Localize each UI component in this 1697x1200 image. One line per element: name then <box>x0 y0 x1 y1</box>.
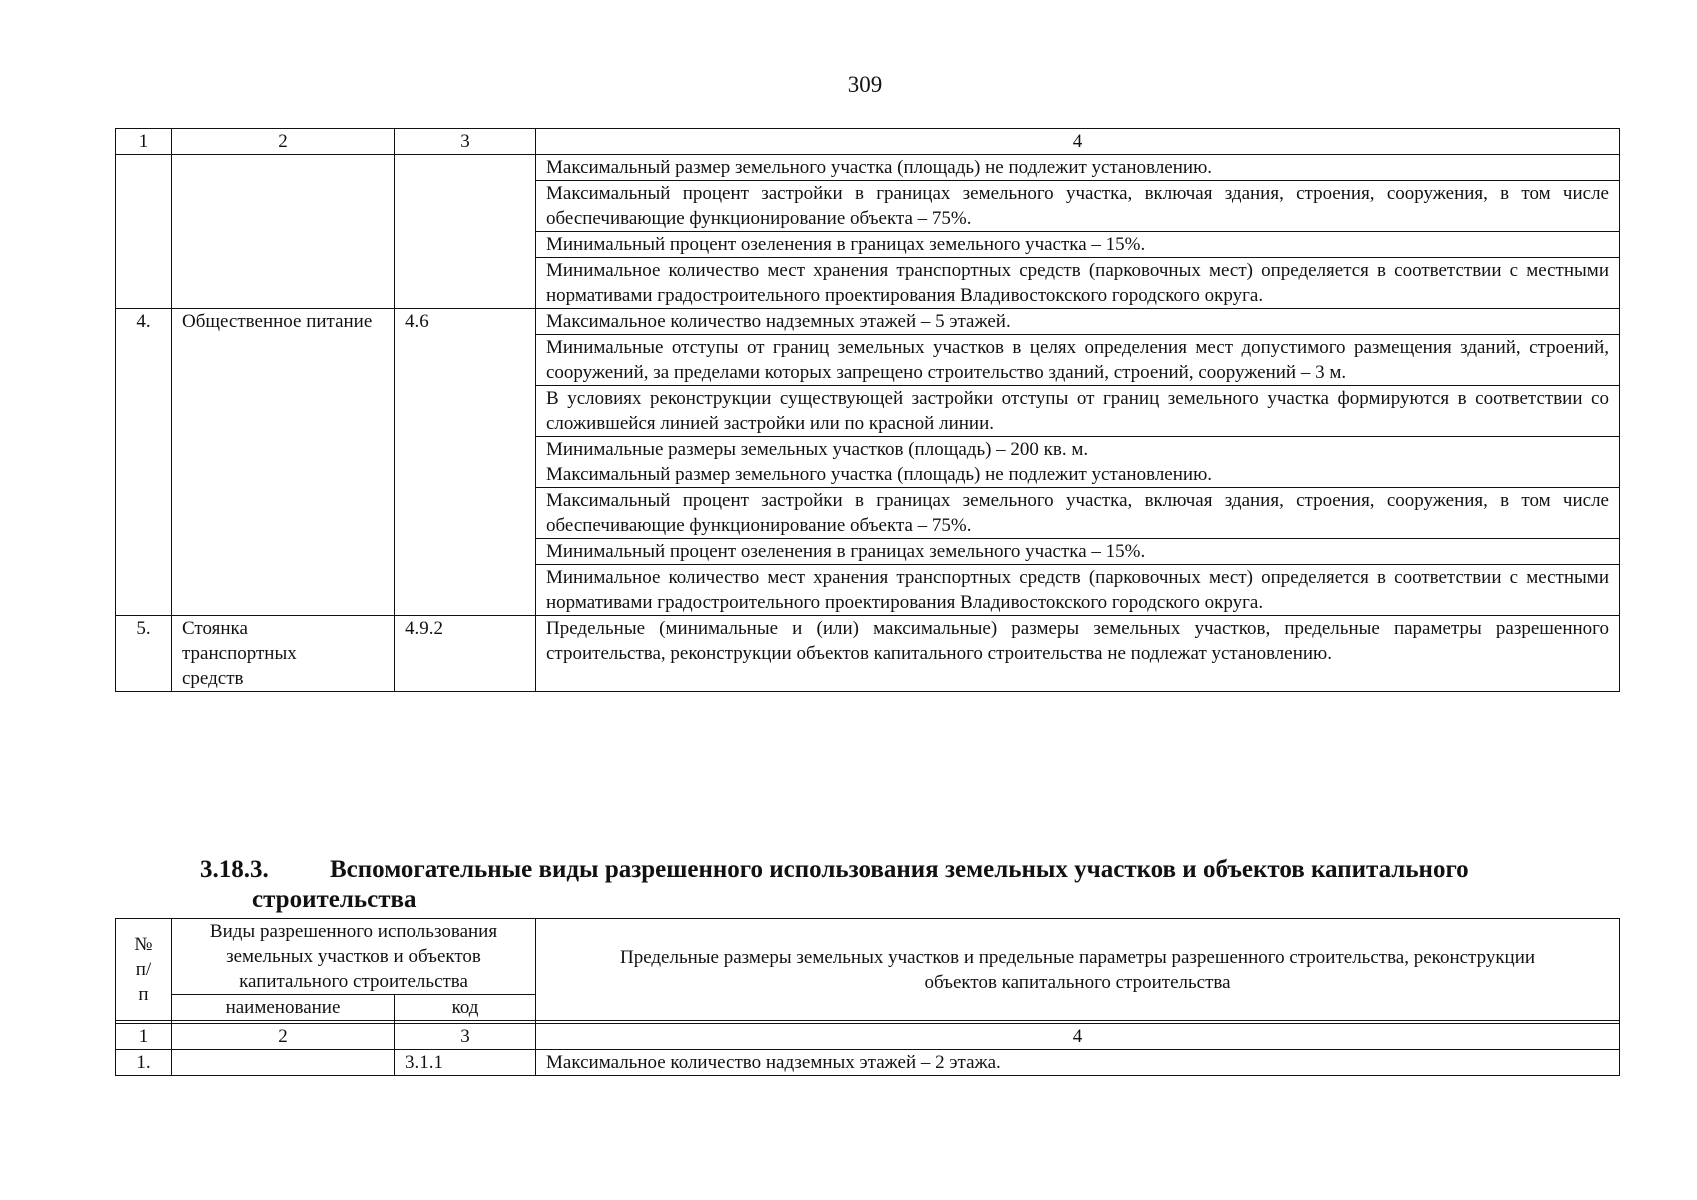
section-title-line1: Вспомогательные виды разрешенного использования земельных участков и объектов капитального <box>330 856 1469 883</box>
use-name-cell <box>172 1050 395 1076</box>
header-parameters: Предельные размеры земельных участков и предельные параметры разрешенного строительства, реконструкции объектов капитального строительства <box>536 919 1620 1021</box>
parameter-line: Минимальные размеры земельных участков (площадь) – 200 кв. м. <box>546 439 1089 460</box>
header-row <box>116 919 1620 995</box>
use-code-cell: 3.1.1 <box>395 1050 536 1076</box>
row-number-cell: 5. <box>116 616 172 692</box>
row-number-cell: 1. <box>116 1050 172 1076</box>
column-number-4: 4 <box>536 1024 1620 1050</box>
parameter-cell: Минимальный процент озеленения в границах земельного участка – 15%. <box>536 539 1620 565</box>
parameter-cell: Минимальный процент озеленения в границах земельного участка – 15%. <box>536 232 1620 258</box>
auxiliary-uses-table <box>115 918 1620 1076</box>
column-number-1: 1 <box>116 1024 172 1050</box>
column-number-row <box>116 1024 1620 1050</box>
parameter-cell: Минимальное количество мест хранения транспортных средств (парковочных мест) определяется в соответствии с местными нормативами градостроительного проектирования Владивостокского городского округа. <box>536 565 1620 616</box>
page-number: 309 <box>847 72 883 97</box>
parameter-cell: Минимальные отступы от границ земельных участков в целях определения мест допустимого размещения зданий, строений, сооружений, за пределами которых запрещено строительство зданий, строений, сооружений – 3 м. <box>536 335 1620 386</box>
column-number-2: 2 <box>172 129 395 155</box>
use-name-cell <box>172 616 395 692</box>
row-number-cell <box>116 155 172 309</box>
parameter-cell: Максимальный размер земельного участка (площадь) не подлежит установлению. <box>536 155 1620 181</box>
table-row <box>116 616 1620 692</box>
section-title-line2: строительства <box>252 886 417 913</box>
use-name-text: Стоянка транспортных средств <box>182 618 297 689</box>
parameter-cell: Максимальный процент застройки в границах земельного участка, включая здания, строения, сооружения, в том числе обеспечивающие функционирование объекта – 75%. <box>536 181 1620 232</box>
parameter-cell: Минимальное количество мест хранения транспортных средств (парковочных мест) определяется в соответствии с местными нормативами градостроительного проектирования Владивостокского городского округа. <box>536 258 1620 309</box>
parameter-cell: Максимальное количество надземных этажей – 5 этажей. <box>536 309 1620 335</box>
column-number-row <box>116 129 1620 155</box>
header-number: № п/п <box>116 919 172 1021</box>
column-number-2: 2 <box>172 1024 395 1050</box>
row-number-cell: 4. <box>116 309 172 616</box>
parameter-cell: В условиях реконструкции существующей застройки отступы от границ земельного участка формируются в соответствии со сложившейся линией застройки или по красной линии. <box>536 386 1620 437</box>
use-code-cell <box>395 155 536 309</box>
parameter-cell: Максимальный процент застройки в границах земельного участка, включая здания, строения, сооружения, в том числе обеспечивающие функционирование объекта – 75%. <box>536 488 1620 539</box>
column-number-4: 4 <box>536 129 1620 155</box>
header-code: код <box>395 995 536 1021</box>
header-name: наименование <box>172 995 395 1021</box>
parameter-cell: Максимальное количество надземных этажей – 2 этажа. <box>536 1050 1620 1076</box>
section-number: 3.18.3. <box>200 856 269 883</box>
table-row <box>116 155 1620 181</box>
table-row <box>116 1050 1620 1076</box>
parameter-cell <box>536 437 1620 488</box>
use-code-cell: 4.6 <box>395 309 536 616</box>
parameter-line: Максимальный размер земельного участка (площадь) не подлежит установлению. <box>546 464 1213 485</box>
section-heading <box>200 855 1620 915</box>
column-number-3: 3 <box>395 1024 536 1050</box>
parameter-cell: Предельные (минимальные и (или) максимальные) размеры земельных участков, предельные параметры разрешенного строительства, реконструкции объектов капитального строительства не подлежат установлению. <box>536 616 1620 692</box>
use-name-cell <box>172 155 395 309</box>
use-code-cell: 4.9.2 <box>395 616 536 692</box>
use-name-cell: Общественное питание <box>172 309 395 616</box>
header-use-types: Виды разрешенного использования земельных участков и объектов капитального строительства <box>172 919 536 995</box>
main-regulations-table <box>115 128 1620 692</box>
column-number-3: 3 <box>395 129 536 155</box>
column-number-1: 1 <box>116 129 172 155</box>
table-row <box>116 309 1620 335</box>
